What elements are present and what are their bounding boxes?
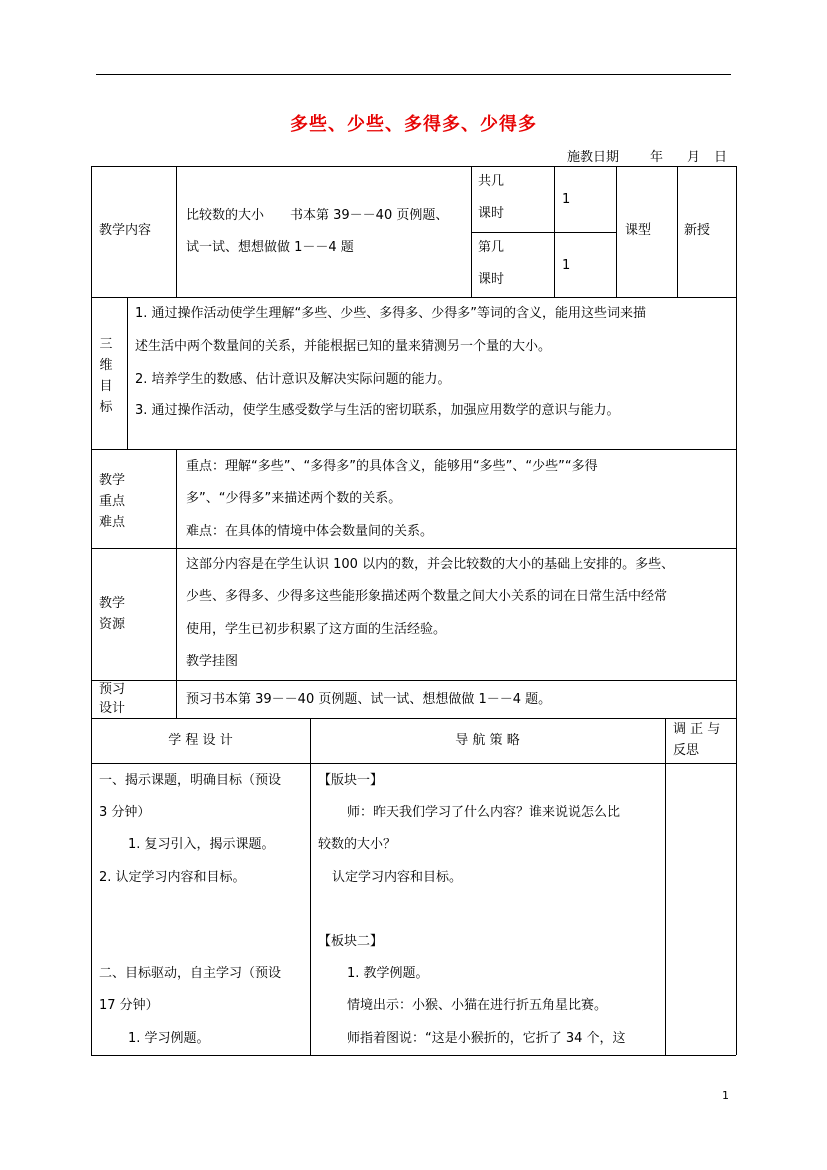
keypoint-line: 重点：理解“多些”、“多得多”的具体含义，能够用“多些”、“少些”“多得: [186, 459, 598, 474]
rule: [665, 718, 666, 1055]
total-hours-label-2: 课时: [478, 206, 505, 221]
nth-hour-label-2: 课时: [478, 272, 505, 287]
reflection-header-line: 反思: [673, 743, 700, 758]
strategy-line: 较数的大小？: [318, 837, 397, 852]
resources-label: [99, 593, 125, 635]
rule: [176, 449, 177, 718]
keypoint-line: 难点：在具体的情境中体会数量间的关系。: [186, 524, 434, 539]
resources-label-line: 教学: [99, 596, 126, 611]
strategy-line: 【版块一】: [318, 773, 384, 788]
goal-line: 2. 培养学生的数感、估计意识及解决实际问题的能力。: [135, 372, 451, 387]
strategy-line: 情境出示：小猴、小猫在进行折五角星比赛。: [347, 998, 608, 1013]
process-step: 17 分钟）: [99, 998, 159, 1013]
rule: [736, 166, 737, 1055]
strategy-line: 认定学习内容和目标。: [332, 870, 463, 885]
resource-line: 教学挂图: [186, 654, 239, 669]
content-line-1: 比较数的大小 书本第 39－－40 页例题、: [186, 208, 449, 223]
process-step: 1. 学习例题。: [128, 1031, 210, 1046]
resources-label-line: 资源: [99, 617, 126, 632]
goals-label-char: 标: [99, 400, 113, 415]
lesson-type-value: 新授: [684, 223, 711, 238]
strategy-line: 师指着图说：“这是小猴折的，它折了 34 个，这: [347, 1031, 626, 1046]
rule: [176, 166, 177, 297]
strategy-line: 1. 教学例题。: [347, 966, 429, 981]
total-hours-label-1: 共几: [478, 174, 505, 189]
goal-line: 述生活中两个数量间的关系，并能根据已知的量来猜测另一个量的大小。: [135, 339, 552, 354]
date-label: 施教日期: [567, 150, 620, 165]
rule: [91, 166, 92, 1055]
resource-line: 这部分内容是在学生认识 100 以内的数，并会比较数的大小的基础上安排的。多些、: [186, 557, 675, 572]
header-rule: [96, 74, 731, 75]
process-step: 2. 认定学习内容和目标。: [99, 870, 246, 885]
rule: [91, 1055, 736, 1056]
goals-label-char: 目: [99, 379, 113, 394]
rule: [554, 166, 555, 297]
keypoints-label-line: 教学: [99, 473, 126, 488]
process-step: 3 分钟）: [99, 805, 151, 820]
nth-hour-value: 1: [562, 258, 571, 273]
rule: [91, 763, 736, 764]
rule: [91, 449, 736, 450]
preview-label-line: 预习: [99, 682, 126, 697]
keypoints-label: [99, 470, 125, 533]
process-step: 二、目标驱动，自主学习（预设: [99, 966, 282, 981]
date-day: 日: [714, 150, 728, 165]
date-month: 月: [687, 150, 701, 165]
nth-hour-label-1: 第几: [478, 240, 505, 255]
rule: [91, 718, 736, 719]
preview-label: [99, 680, 125, 718]
content-line-2: 试一试、想想做做 1－－4 题: [186, 240, 354, 255]
rule: [127, 297, 128, 449]
keypoint-line: 多”、“少得多”来描述两个数的关系。: [186, 491, 402, 506]
goals-label-char: 维: [99, 358, 113, 373]
process-col-reflection: [673, 719, 720, 761]
strategy-line: 师：昨天我们学习了什么内容？谁来说说怎么比: [347, 805, 621, 820]
resource-line: 使用，学生已初步积累了这方面的生活经验。: [186, 622, 447, 637]
reflection-header-line: 调 正 与: [673, 722, 721, 737]
goal-line: 1. 通过操作活动使学生理解“多些、少些、多得多、少得多”等词的含义，能用这些词来描: [135, 306, 647, 321]
total-hours-value: 1: [562, 192, 571, 207]
rule: [677, 166, 678, 297]
lesson-type-label: 课型: [625, 223, 652, 238]
rule: [471, 166, 472, 297]
process-step: 1. 复习引入，揭示课题。: [128, 837, 275, 852]
date-year: 年: [650, 150, 664, 165]
process-col-design: 学 程 设 计: [168, 733, 233, 748]
process-col-strategy: 导 航 策 略: [455, 733, 520, 748]
rule: [616, 166, 617, 297]
content-label: 教学内容: [99, 223, 152, 238]
rule: [91, 680, 736, 681]
keypoints-label-line: 难点: [99, 515, 126, 530]
strategy-line: 【板块二】: [318, 934, 384, 949]
resource-line: 少些、多得多、少得多这些能形象描述两个数量之间大小关系的词在日常生活中经常: [186, 589, 668, 604]
preview-text: 预习书本第 39－－40 页例题、试一试、想想做做 1－－4 题。: [186, 692, 552, 707]
goals-label-char: 三: [99, 337, 113, 352]
page-title: 多些、少些、多得多、少得多: [290, 114, 537, 135]
goals-label: [99, 334, 113, 418]
preview-label-line: 设计: [99, 701, 126, 716]
rule: [310, 718, 311, 1055]
process-step: 一、揭示课题，明确目标（预设: [99, 773, 282, 788]
goal-line: 3. 通过操作活动，使学生感受数学与生活的密切联系，加强应用数学的意识与能力。: [135, 403, 620, 418]
keypoints-label-line: 重点: [99, 494, 126, 509]
page-number: 1: [722, 1089, 729, 1102]
rule: [91, 166, 736, 167]
